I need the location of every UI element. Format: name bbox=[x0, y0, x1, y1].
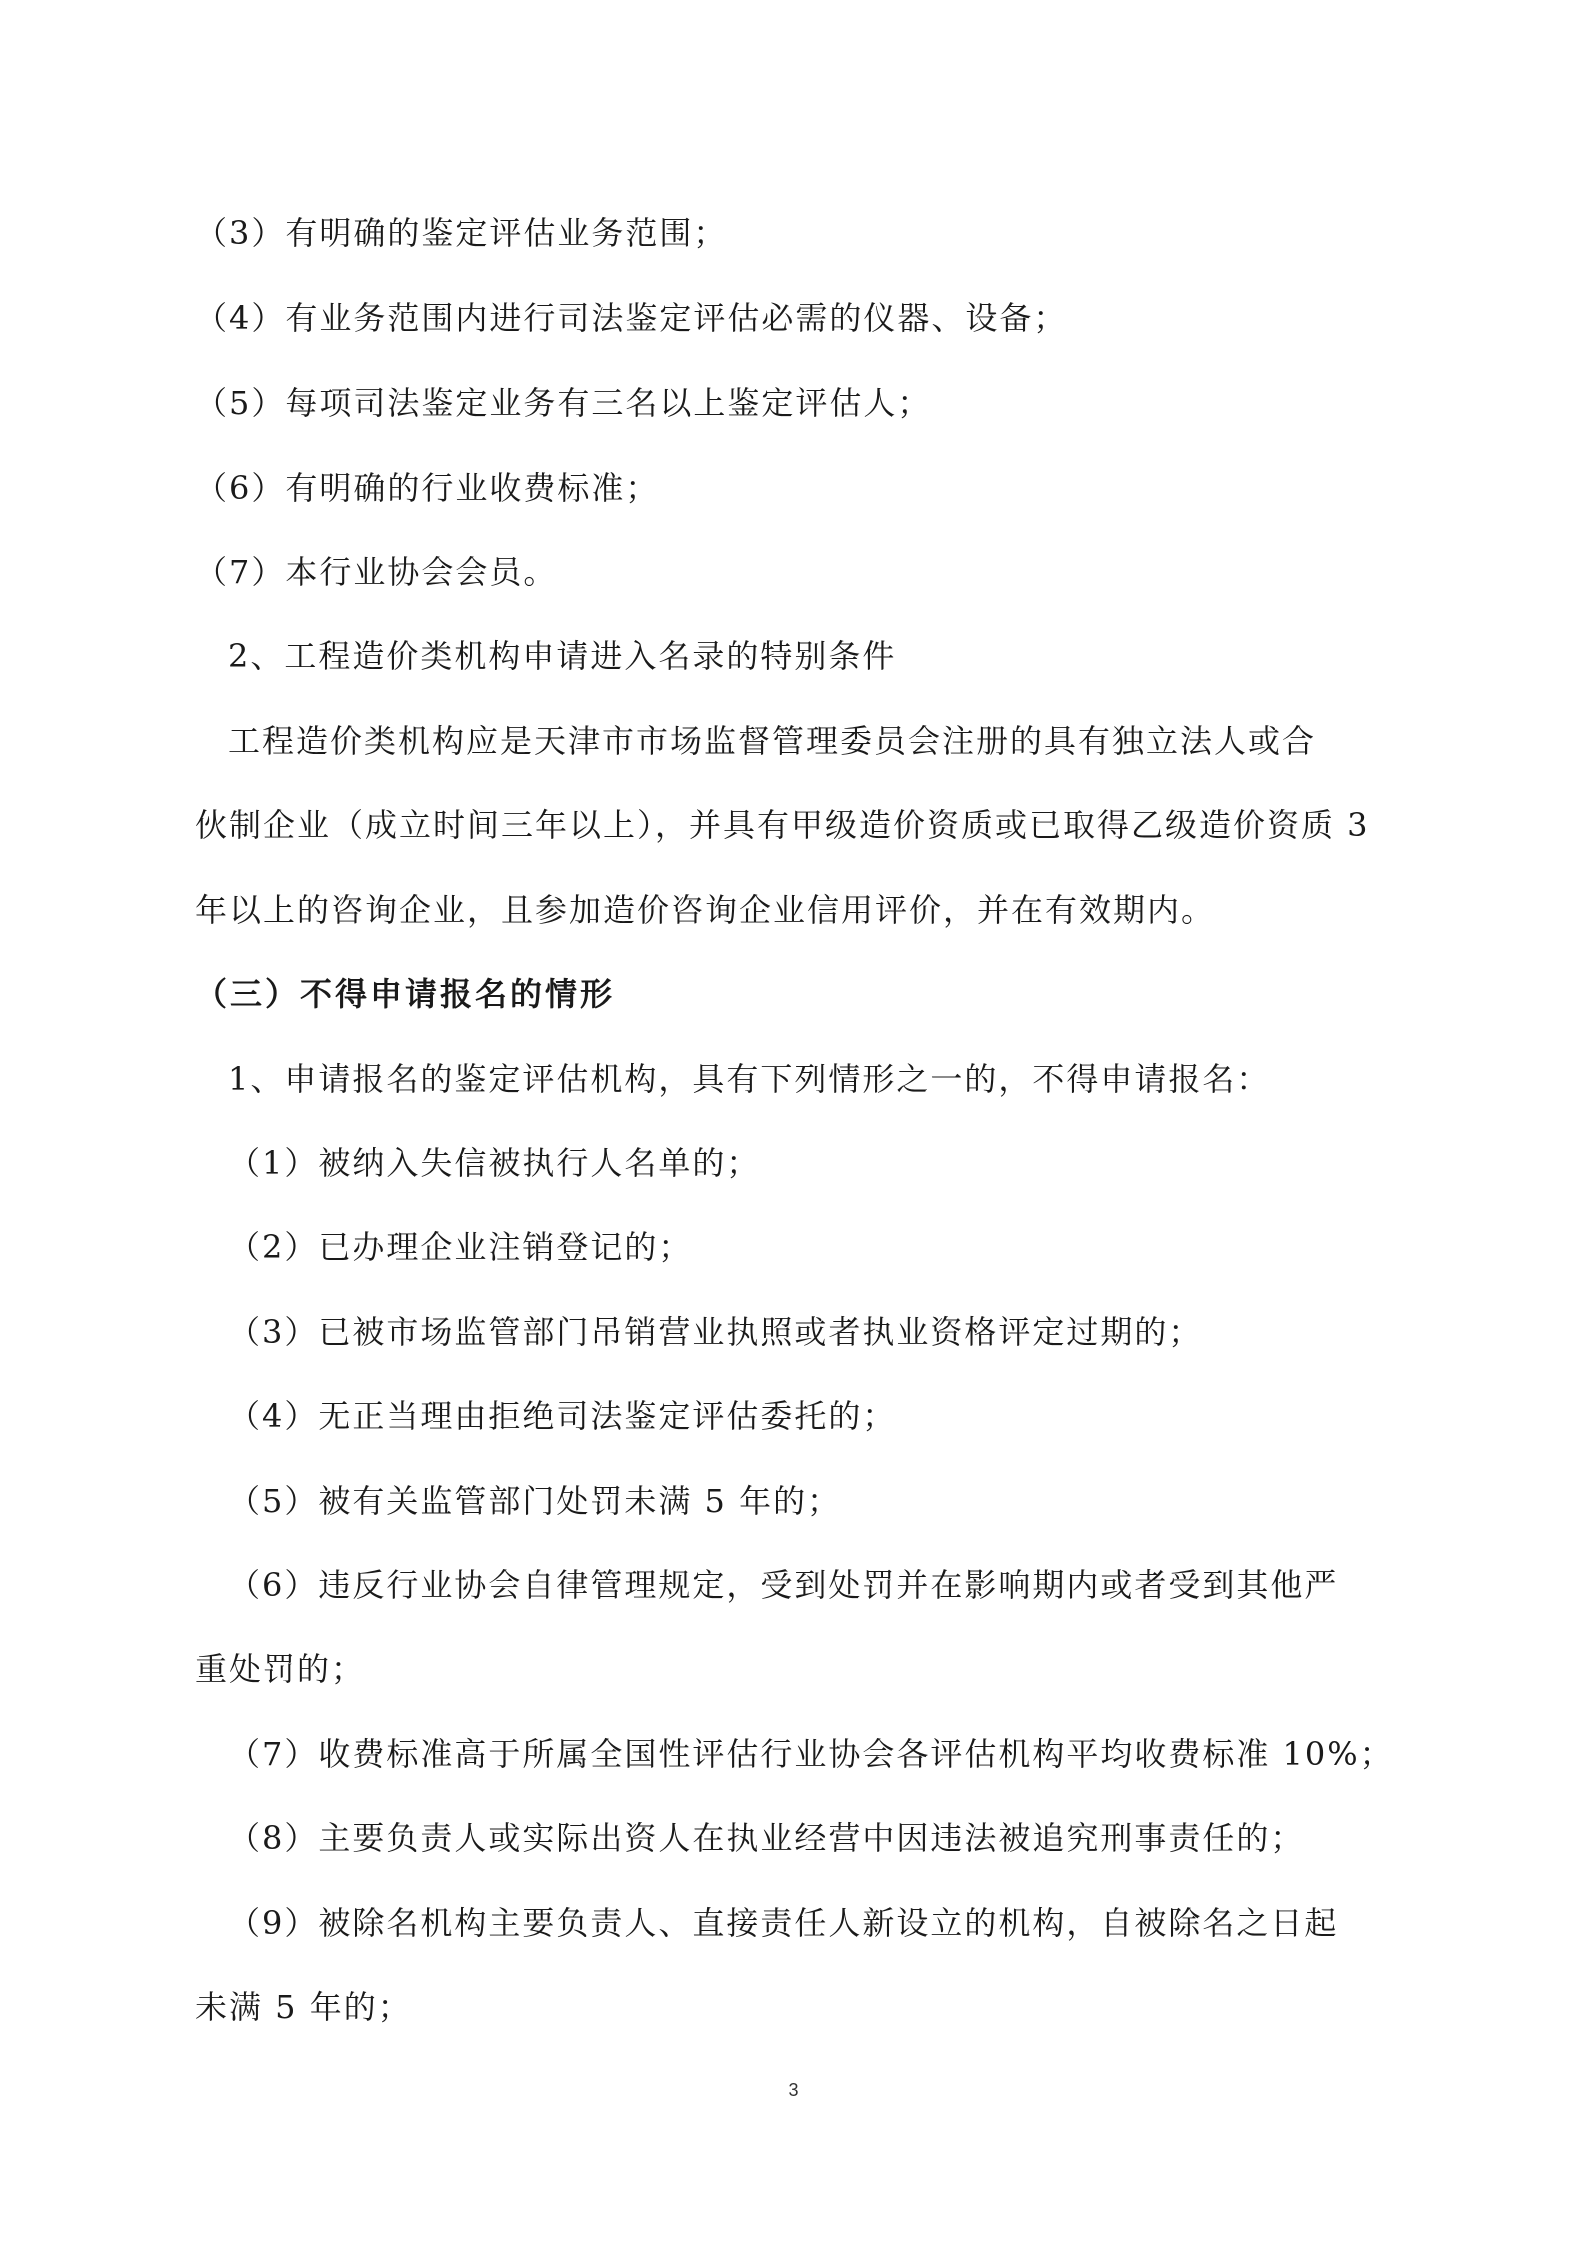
section-2-heading: 2、工程造价类机构申请进入名录的特别条件 bbox=[228, 637, 897, 675]
condition-8: （8）主要负责人或实际出资人在执业经营中因违法被追究刑事责任的； bbox=[228, 1819, 1305, 1857]
condition-2: （2）已办理企业注销登记的； bbox=[228, 1228, 693, 1266]
condition-9-line-1: （9）被除名机构主要负责人、直接责任人新设立的机构，自被除名之日起 bbox=[228, 1904, 1339, 1942]
paragraph-line-1: 工程造价类机构应是天津市市场监督管理委员会注册的具有独立法人或合 bbox=[228, 722, 1317, 760]
subsection-1-heading: 1、申请报名的鉴定评估机构，具有下列情形之一的，不得申请报名： bbox=[228, 1060, 1271, 1098]
condition-4: （4）无正当理由拒绝司法鉴定评估委托的； bbox=[228, 1397, 897, 1435]
paragraph-line-3: 年以上的咨询企业，且参加造价咨询企业信用评价，并在有效期内。 bbox=[195, 891, 1216, 929]
condition-7: （7）收费标准高于所属全国性评估行业协会各评估机构平均收费标准 10%； bbox=[228, 1735, 1394, 1773]
paragraph-line-2: 伙制企业（成立时间三年以上），并具有甲级造价资质或已取得乙级造价资质 3 bbox=[195, 806, 1370, 844]
item-3-scope: （3）有明确的鉴定评估业务范围； bbox=[195, 214, 728, 252]
item-7-membership: （7）本行业协会会员。 bbox=[195, 553, 558, 591]
page-number: 3 bbox=[788, 2080, 799, 2100]
condition-9-line-2: 未满 5 年的； bbox=[195, 1988, 412, 2026]
condition-6-line-1: （6）违反行业协会自律管理规定，受到处罚并在影响期内或者受到其他严 bbox=[228, 1566, 1339, 1604]
condition-1: （1）被纳入失信被执行人名单的； bbox=[228, 1144, 761, 1182]
section-3-heading: （三）不得申请报名的情形 bbox=[195, 975, 616, 1013]
item-4-equipment: （4）有业务范围内进行司法鉴定评估必需的仪器、设备； bbox=[195, 299, 1068, 337]
condition-3: （3）已被市场监管部门吊销营业执照或者执业资格评定过期的； bbox=[228, 1313, 1203, 1351]
condition-6-line-2: 重处罚的； bbox=[195, 1650, 366, 1688]
item-5-appraisers: （5）每项司法鉴定业务有三名以上鉴定评估人； bbox=[195, 384, 932, 422]
item-6-fee-standard: （6）有明确的行业收费标准； bbox=[195, 469, 660, 507]
condition-5: （5）被有关监管部门处罚未满 5 年的； bbox=[228, 1482, 842, 1520]
